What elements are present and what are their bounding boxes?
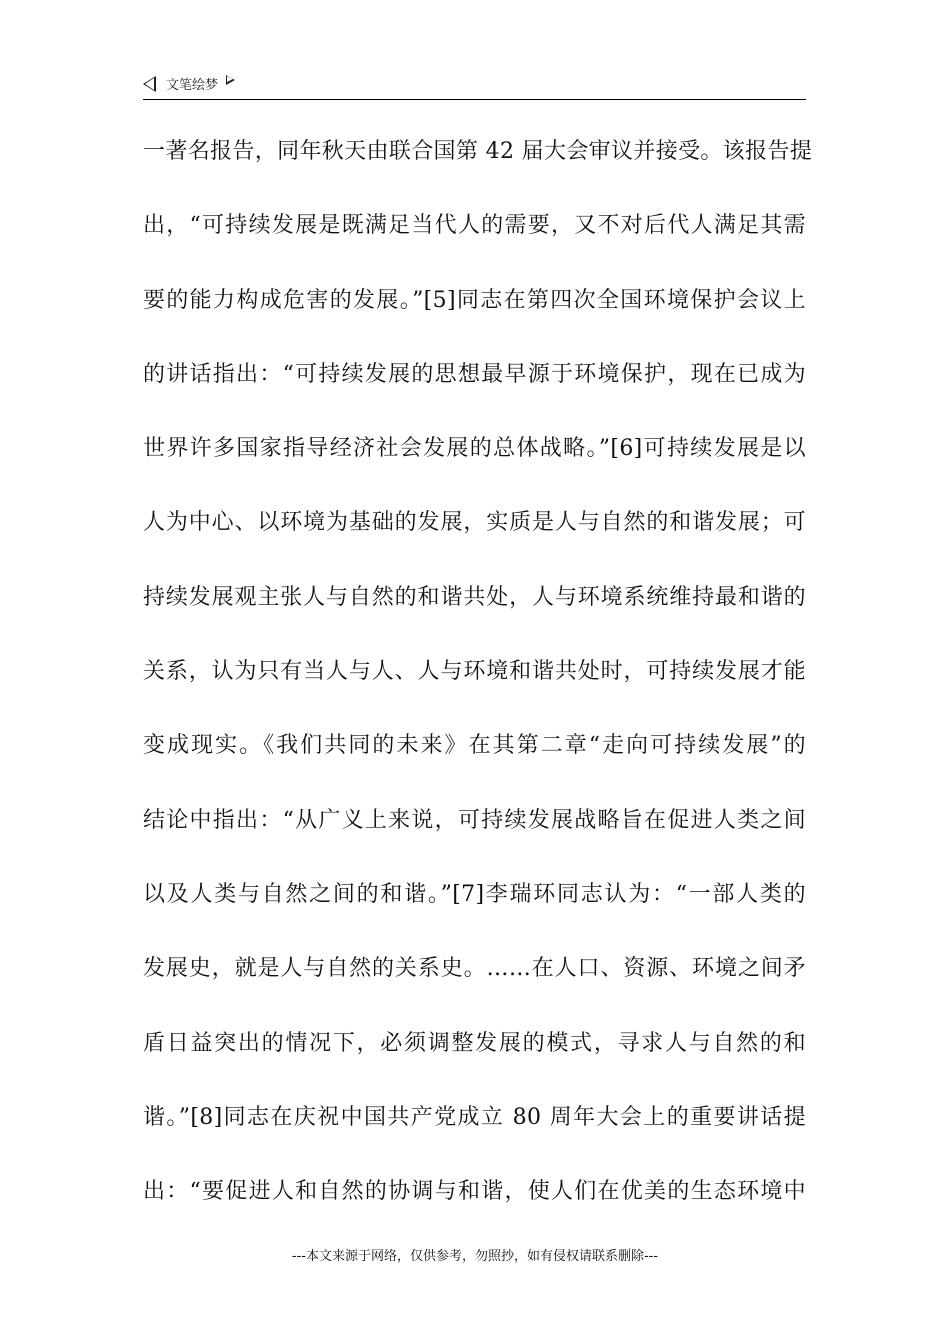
text-line: 出，“可持续发展是既满足当代人的需要，又不对后代人满足其需 [143,213,806,239]
text-line: 关系，认为只有当人与人、人与环境和谐共处时，可持续发展才能 [143,659,806,685]
text-line: 要的能力构成危害的发展。”[5]同志在第四次全国环境保护会议上 [143,287,806,313]
text-line: 世界许多国家指导经济社会发展的总体战略。”[6]可持续发展是以 [143,436,806,462]
text-line: 盾日益突出的情况下，必须调整发展的模式，寻求人与自然的和 [143,1030,806,1056]
text-line: 持续发展观主张人与自然的和谐共处，人与环境系统维持最和谐的 [143,584,806,610]
text-line: 发展史，就是人与自然的关系史。……在人口、资源、环境之间矛 [143,956,806,982]
text-line: 人为中心、以环境为基础的发展，实质是人与自然的和谐发展；可 [143,510,806,536]
body-text [143,127,813,1241]
text-line: 出：“要促进人和自然的协调与和谐，使人们在优美的生态环境中 [143,1179,806,1205]
page-header [143,70,806,100]
header-title: 文笔绘梦 [166,78,219,93]
text-line: 谐。”[8]同志在庆祝中国共产党成立 80 周年大会上的重要讲话提 [143,1104,806,1130]
text-line: 以及人类与自然之间的和谐。”[7]李瑞环同志认为：“一部人类的 [143,881,806,907]
footer-disclaimer: ---本文来源于网络，仅供参考，勿照抄，如有侵权请联系删除--- [291,1249,659,1264]
triangle-left-icon [143,76,156,92]
text-line: 一著名报告，同年秋天由联合国第 42 届大会审议并接受。该报告提 [143,139,813,164]
header-bar [143,74,235,93]
triangle-right-icon [226,75,235,85]
text-line: 的讲话指出：“可持续发展的思想最早源于环境保护，现在已成为 [143,361,806,387]
text-line: 结论中指出：“从广义上来说，可持续发展战略旨在促进人类之间 [143,807,806,833]
text-line: 变成现实。《我们共同的未来》在其第二章“走向可持续发展”的 [143,733,806,759]
